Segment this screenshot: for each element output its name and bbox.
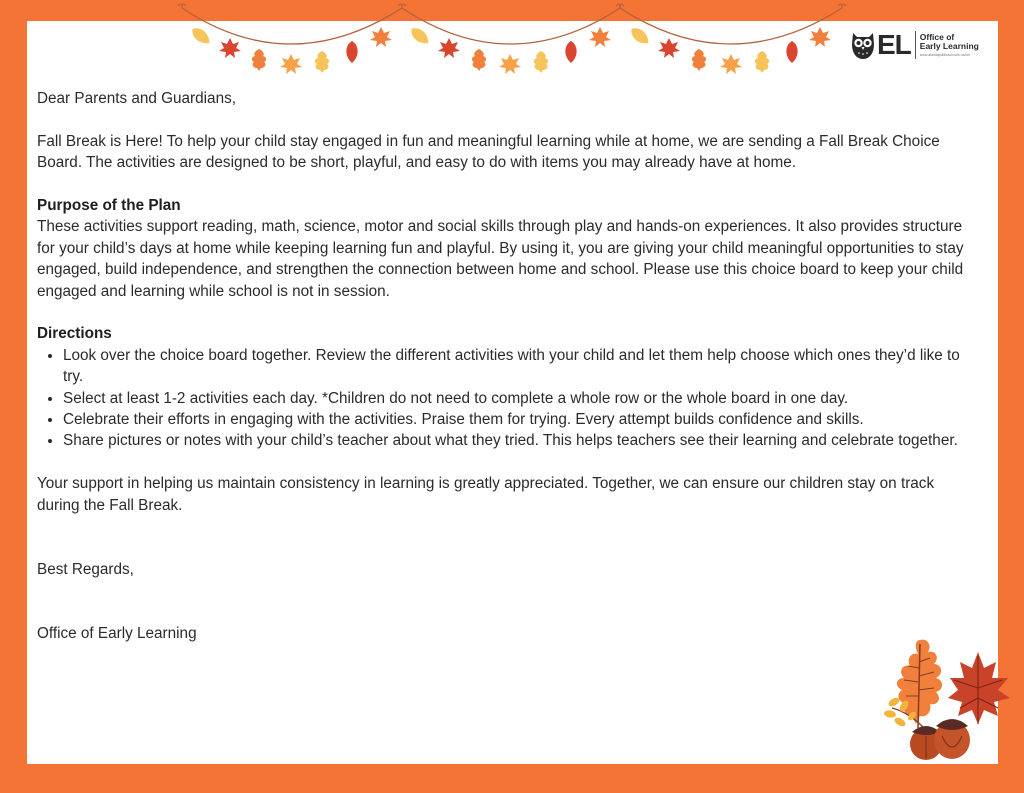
owl-icon (850, 30, 876, 60)
sign-off: Best Regards, (37, 560, 134, 578)
directions-item: • Select at least 1-2 activities each day. *Children do not need to complete a whole row or the whole board in one day. (63, 388, 972, 409)
logo-url: www.atlantapublicschools.us/oel (919, 53, 970, 57)
logo-org-line-1: Office of (919, 32, 955, 42)
logo-letters: EL (877, 29, 911, 60)
greeting: Dear Parents and Guardians, (37, 90, 236, 107)
logo-divider (915, 31, 916, 59)
logo-org-line-2: Early Learning (919, 41, 979, 51)
directions-item: • Look over the choice board together. Review the different activities with your child and let them help choose which ones they’d like to try. (63, 345, 972, 388)
autumn-leaves-acorns-icon (880, 632, 1020, 768)
directions-list (37, 345, 972, 452)
intro-paragraph: Fall Break is Here! To help your child stay engaged in fun and meaningful learning while at home, we are sending a Fall Break Choice Board. The activities are designed to be short, playful, and easy to do with items you may already have at home. (37, 132, 940, 172)
letter-body (37, 88, 972, 644)
purpose-paragraph: These activities support reading, math, science, motor and social skills through play and hands-on experiences. It also provides structure for your child’s days at home while keeping learning fun and playful. By using it, you are giving your child meaningful opportunities to stay engaged, build independence, and strengthen the connection between home and school. Please use this choice board to keep your child engaged and learning while school is not in session. (37, 218, 964, 300)
purpose-heading: Purpose of the Plan (37, 197, 181, 214)
signature: Office of Early Learning (37, 625, 197, 643)
closing-paragraph: Your support in helping us maintain consistency in learning is greatly appreciated. Together, we can ensure our children stay on track during the Fall Break. (37, 475, 935, 514)
directions-item: • Share pictures or notes with your child’s teacher about what they tried. This helps teachers see their learning and celebrate together. (63, 430, 972, 451)
oel-logo (850, 28, 990, 62)
directions-item: • Celebrate their efforts in engaging with the activities. Praise them for trying. Every attempt builds confidence and skills. (63, 409, 972, 430)
directions-heading: Directions (37, 325, 112, 343)
logo-text (920, 33, 979, 57)
